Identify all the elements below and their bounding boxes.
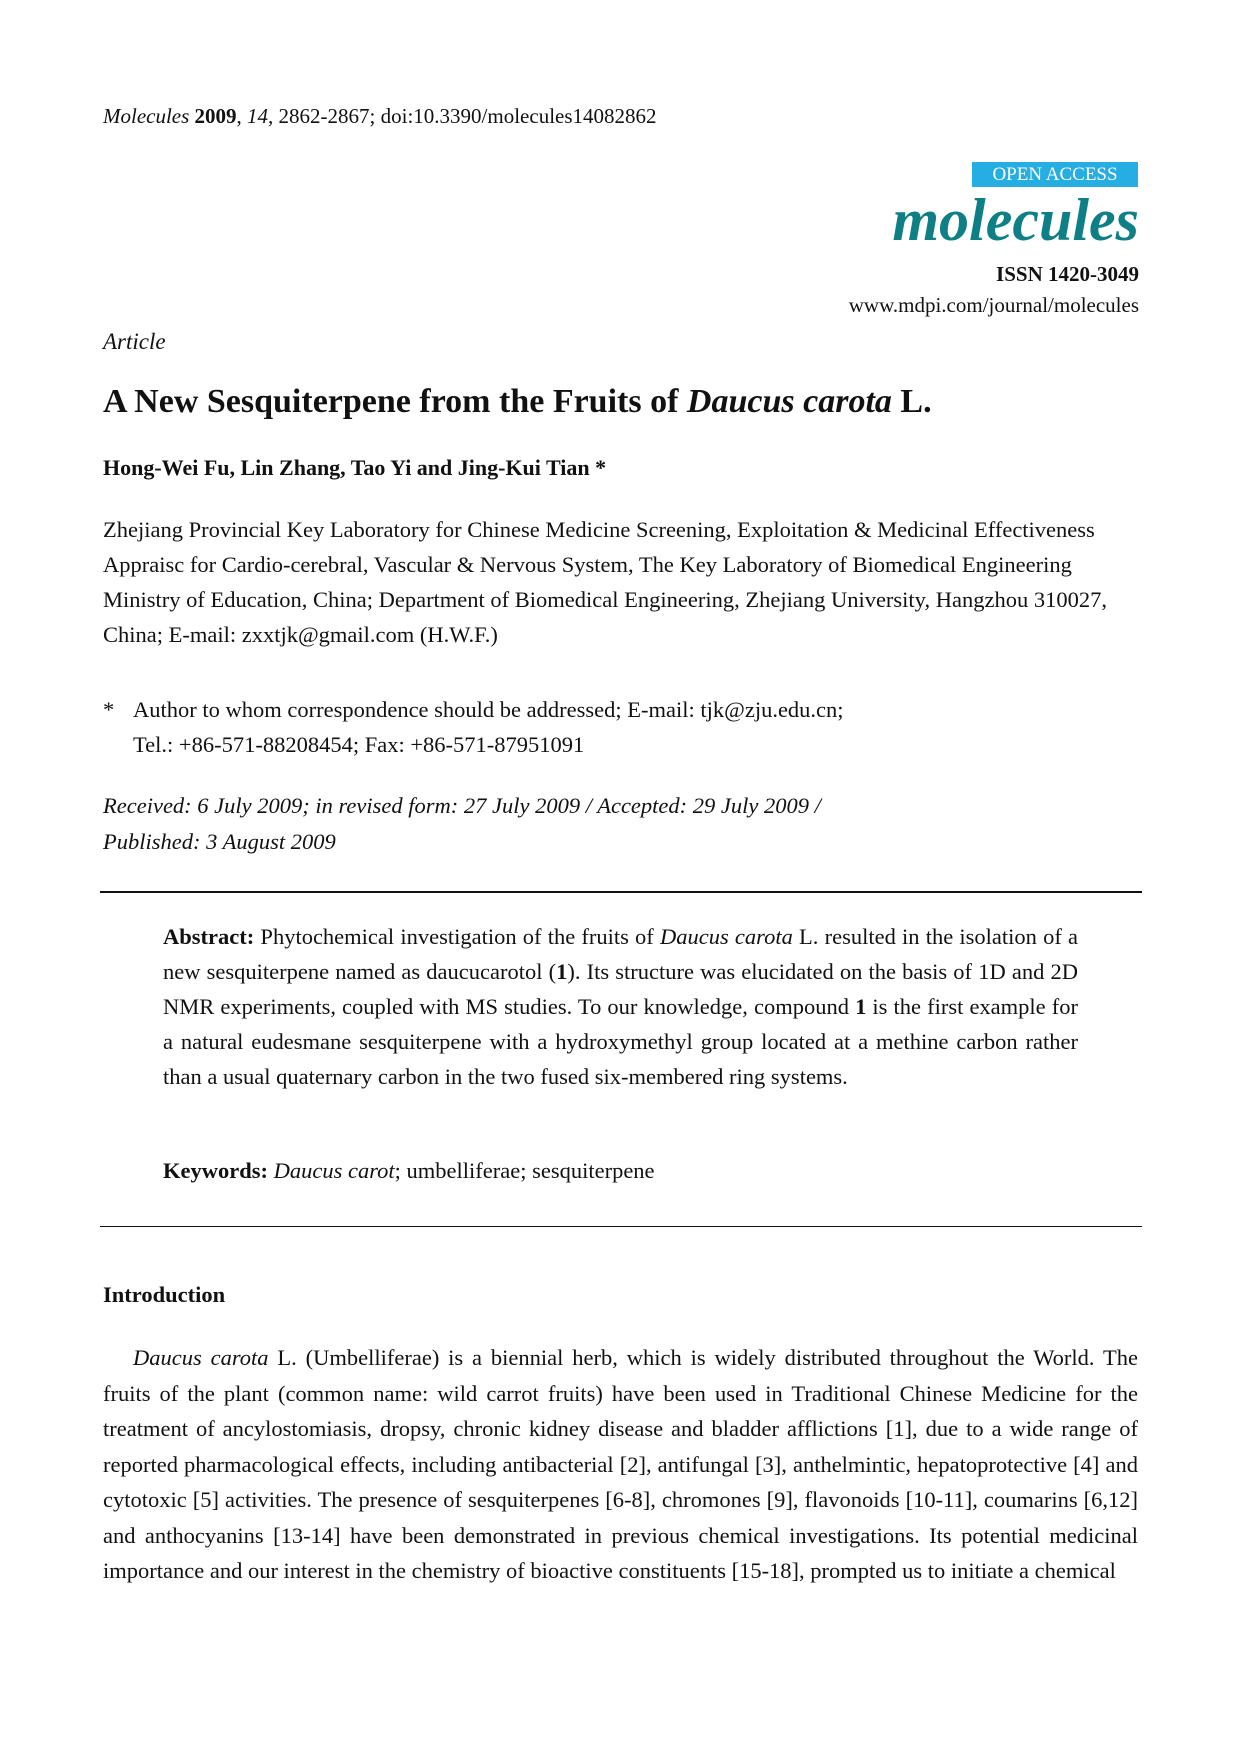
paper-title bbox=[103, 383, 932, 421]
abstract-compound-2: 1 bbox=[855, 994, 867, 1019]
journal-logo: molecules bbox=[892, 187, 1139, 253]
publication-dates bbox=[103, 788, 1143, 860]
issn: ISSN 1420-3049 bbox=[996, 262, 1139, 286]
correspondence-star: * bbox=[103, 697, 115, 722]
abstract-species: Daucus carota bbox=[660, 924, 793, 949]
abstract-text-2: L. resulted in the isolation of a new sesquiterpene named as daucucarotol ( bbox=[163, 924, 1078, 984]
abstract-text-4: is the first example for a natural eudesmane sesquiterpene with a hydroxymethyl group located at a methine carbon rather than a usual quaternary carbon in the two fused six-membered ring systems. bbox=[163, 994, 1078, 1089]
journal-url[interactable]: www.mdpi.com/journal/molecules bbox=[848, 293, 1139, 317]
authors: Hong-Wei Fu, Lin Zhang, Tao Yi and Jing-Kui Tian * bbox=[103, 455, 607, 480]
section-heading-introduction: Introduction bbox=[103, 1282, 226, 1307]
abstract-top-rule bbox=[100, 891, 1142, 893]
citation-line: Molecules 2009, 14, 2862-2867; doi:10.3390/molecules14082862 bbox=[103, 104, 657, 128]
affiliation: Zhejiang Provincial Key Laboratory for Chinese Medicine Screening, Exploitation & Medicinal Effectiveness Appraisc for Cardio-cerebral, Vascular & Nervous System, The Key Laboratory of Biomedical Engineering Ministry of Education, China; Department of Biomedical Engineering, Zhejiang University, Hangzhou 310027, China; E-mail: zxxtjk@gmail.com (H.W.F.) bbox=[103, 517, 1107, 647]
citation-volume: 14, bbox=[247, 104, 274, 128]
abstract-text-1: Phytochemical investigation of the fruits of bbox=[254, 924, 660, 949]
title-pre: A New Sesquiterpene from the Fruits of bbox=[103, 383, 687, 420]
correspondence-line-2: Tel.: +86-571-88208454; Fax: +86-571-87951091 bbox=[133, 732, 585, 757]
open-access-badge: OPEN ACCESS bbox=[972, 162, 1138, 187]
keywords-label: Keywords: bbox=[163, 1158, 268, 1183]
abstract-compound: 1 bbox=[556, 959, 568, 984]
citation-year: 2009 bbox=[194, 104, 237, 128]
abstract-bottom-rule bbox=[100, 1226, 1142, 1227]
introduction-paragraph bbox=[103, 1340, 1138, 1589]
citation-journal: Molecules bbox=[103, 104, 190, 128]
dates-line-2: Published: 3 August 2009 bbox=[103, 829, 336, 854]
abstract-text-3: ). Its structure was elucidated on the basis of 1D and 2D NMR experiments, coupled with MS studies. To our knowledge, compound bbox=[163, 959, 1078, 1019]
abstract bbox=[163, 919, 1078, 1094]
keywords-rest: ; umbelliferae; sesquiterpene bbox=[394, 1158, 655, 1183]
correspondence bbox=[103, 692, 1143, 762]
keywords bbox=[163, 1158, 655, 1184]
article-type: Article bbox=[103, 329, 166, 354]
title-species: Daucus carota bbox=[686, 383, 892, 420]
citation-rest: 2862-2867; doi:10.3390/molecules14082862 bbox=[273, 104, 657, 128]
intro-species: Daucus carota bbox=[133, 1345, 269, 1370]
keywords-species: Daucus carot bbox=[268, 1158, 395, 1183]
title-post: L. bbox=[891, 383, 932, 420]
correspondence-line-1: Author to whom correspondence should be addressed; E-mail: tjk@zju.edu.cn; bbox=[133, 697, 844, 722]
dates-line-1: Received: 6 July 2009; in revised form: 27 July 2009 / Accepted: 29 July 2009 / bbox=[103, 793, 821, 818]
abstract-label: Abstract: bbox=[163, 924, 255, 949]
intro-text: L. (Umbelliferae) is a biennial herb, which is widely distributed throughout the World. The fruits of the plant (common name: wild carrot fruits) have been used in Traditional Chinese Medicine for the treatment of ancylostomiasis, dropsy, chronic kidney disease and bladder afflictions [1], due to a wide range of reported pharmacological effects, including antibacterial [2], antifungal [3], anthelmintic, hepatoprotective [4] and cytotoxic [5] activities. The presence of sesquiterpenes [6-8], chromones [9], flavonoids [10-11], coumarins [6,12] and anthocyanins [13-14] have been demonstrated in previous chemical investigations. Its potential medicinal importance and our interest in the chemistry of bioactive constituents [15-18], prompted us to initiate a chemical bbox=[103, 1345, 1138, 1583]
